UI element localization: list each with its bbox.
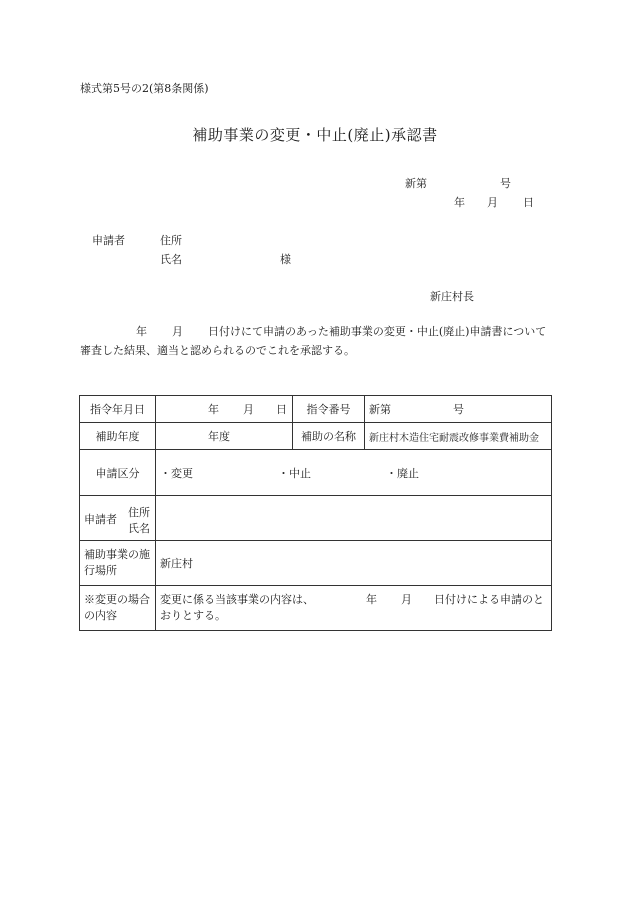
order-day: 日 bbox=[276, 403, 287, 416]
order-number-label: 指令番号 bbox=[293, 396, 365, 423]
form-id: 様式第5号の2(第8条関係) bbox=[80, 82, 209, 95]
application-type-options bbox=[156, 450, 552, 496]
table-row bbox=[80, 396, 552, 423]
body-year: 年 bbox=[136, 325, 147, 338]
table-row bbox=[80, 496, 552, 541]
number-prefix: 新第 bbox=[405, 177, 427, 190]
change-year: 年 bbox=[366, 593, 377, 606]
change-text-2: 日付けによる申請のとおりとする。 bbox=[160, 593, 544, 622]
order-number-suffix: 号 bbox=[453, 403, 464, 416]
date-month: 月 bbox=[487, 196, 498, 209]
application-type-label: 申請区分 bbox=[80, 450, 156, 496]
order-number-prefix: 新第 bbox=[369, 403, 391, 416]
fiscal-year: 年度 bbox=[208, 430, 230, 443]
date-day: 日 bbox=[523, 196, 534, 209]
address-label: 住所 bbox=[160, 234, 182, 247]
option-suspend: ・中止 bbox=[278, 466, 311, 480]
honorific: 様 bbox=[280, 253, 291, 266]
approval-table bbox=[79, 395, 552, 631]
subsidy-name-value: 新庄村木造住宅耐震改修事業費補助金 bbox=[365, 423, 552, 450]
option-abolish: ・廃止 bbox=[386, 466, 419, 480]
date-year: 年 bbox=[454, 196, 465, 209]
name-label: 氏名 bbox=[160, 253, 182, 266]
order-number-value bbox=[365, 396, 552, 423]
applicant-cell-value bbox=[156, 496, 552, 541]
body-month: 月 bbox=[172, 325, 183, 338]
project-location-label: 補助事業の施行場所 bbox=[80, 541, 156, 586]
change-month: 月 bbox=[401, 593, 412, 606]
table-row bbox=[80, 423, 552, 450]
issuer: 新庄村長 bbox=[430, 290, 474, 303]
approval-text bbox=[80, 322, 550, 360]
order-year: 年 bbox=[208, 403, 219, 416]
project-location-value: 新庄村 bbox=[156, 541, 552, 586]
table-name-label: 氏名 bbox=[128, 522, 150, 535]
change-content-label: ※変更の場合の内容 bbox=[80, 586, 156, 631]
applicant-label: 申請者 bbox=[92, 234, 125, 247]
change-text-1: 変更に係る当該事業の内容は、 bbox=[160, 593, 314, 606]
table-applicant-label: 申請者 bbox=[84, 513, 117, 526]
subsidy-name-label: 補助の名称 bbox=[293, 423, 365, 450]
change-content-value bbox=[156, 586, 552, 631]
document-title: 補助事業の変更・中止(廃止)承認書 bbox=[192, 126, 438, 144]
table-address-label: 住所 bbox=[128, 506, 150, 519]
subsidy-year-value bbox=[156, 423, 293, 450]
table-row bbox=[80, 541, 552, 586]
option-change: ・変更 bbox=[160, 466, 193, 480]
table-row bbox=[80, 586, 552, 631]
order-date-label: 指令年月日 bbox=[80, 396, 156, 423]
order-date-value bbox=[156, 396, 293, 423]
order-month: 月 bbox=[243, 403, 254, 416]
subsidy-year-label: 補助年度 bbox=[80, 423, 156, 450]
number-suffix: 号 bbox=[500, 177, 511, 190]
body-main: 日付けにて申請のあった補助事業の変更・中止(廃止)申請書について審査した結果、適当と認められるのでこれを承認する。 bbox=[80, 325, 547, 357]
table-row bbox=[80, 450, 552, 496]
applicant-cell-label bbox=[80, 496, 156, 541]
